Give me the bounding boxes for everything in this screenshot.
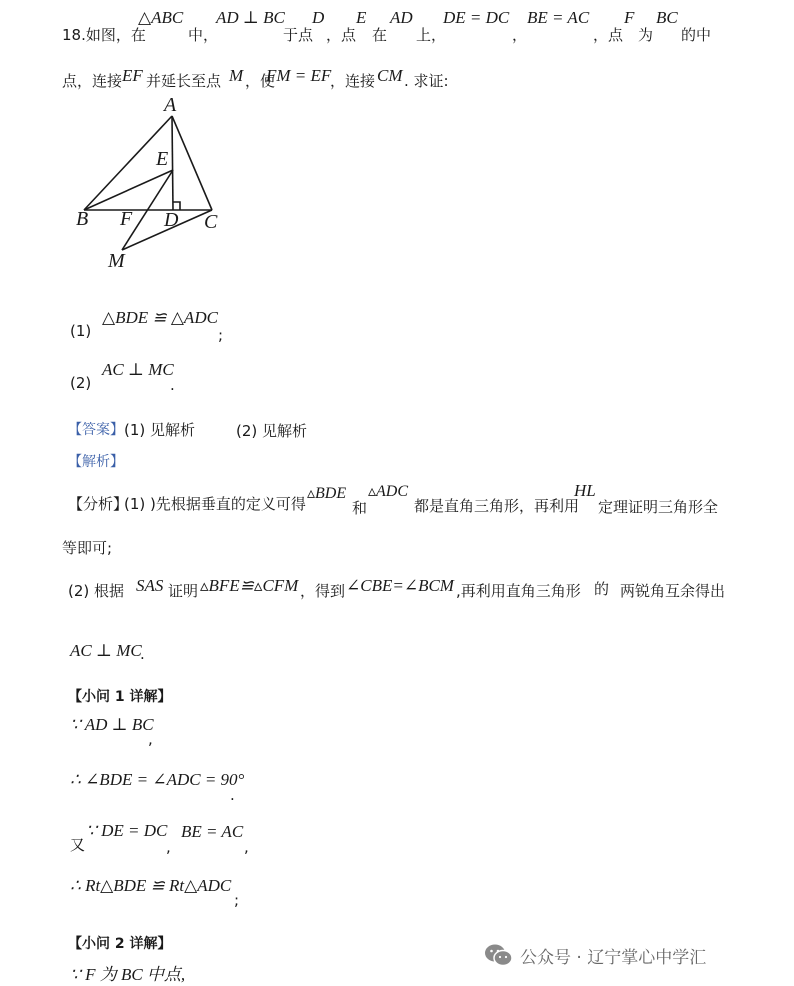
math-be-eq-ac: BE = AC: [527, 8, 590, 27]
part2-number: (2): [70, 374, 92, 392]
text-de-zhong: 的中: [681, 26, 712, 44]
question-number: 18.如图，在: [62, 26, 146, 44]
fenxi-p2-e: 两锐角互余得出: [620, 582, 726, 600]
fenxi-conclusion-end: .: [140, 645, 145, 663]
math-triangle-abc: △ABC: [138, 8, 184, 27]
label-c: C: [204, 211, 218, 233]
sub2-tag: 【小问 2 详解】: [68, 936, 172, 952]
part1-expression: △BDE ≌ △ADC: [102, 308, 218, 327]
sub1-step3-comma: ,: [166, 838, 171, 856]
math-d: D: [312, 8, 325, 27]
fenxi-p2-d: ,再利用直角三角形: [456, 582, 581, 600]
fenxi-conclusion: AC ⊥ MC: [70, 641, 142, 660]
text-shang: 上，: [416, 26, 447, 44]
label-e: E: [156, 148, 169, 170]
math-f: F: [624, 8, 635, 27]
watermark: [484, 942, 706, 968]
sub1-step4: ∴ Rt△BDE ≌ Rt△ADC: [70, 876, 232, 895]
wechat-icon: [484, 942, 514, 968]
text-dian: ，点: [326, 26, 357, 44]
math-bc: BC: [656, 8, 678, 27]
analysis-tag: 【解析】: [68, 454, 124, 470]
sub1-step2: ∴ ∠BDE = ∠ADC = 90°: [70, 770, 245, 789]
fenxi-text-2: 都是直角三角形，再利用: [414, 497, 580, 515]
label-m: M: [108, 250, 125, 272]
math-hl: HL: [574, 481, 596, 500]
label-f: F: [120, 208, 133, 230]
sub1-step3-end: ,: [244, 838, 249, 856]
text-zhong: 中，: [188, 26, 219, 44]
segment-ac: [172, 116, 212, 210]
watermark-text: 公众号 · 辽宁掌心中学汇: [520, 947, 707, 968]
answer-part1: (1) 见解析: [124, 421, 196, 439]
math-ef: EF: [122, 66, 143, 85]
sub1-step2-end: .: [230, 786, 235, 804]
sub1-you: 又: [70, 836, 86, 854]
fenxi-text-3: 定理证明三角形全: [598, 498, 719, 516]
fenxi-tag: 【分析】: [68, 495, 129, 513]
math-sas: SAS: [136, 576, 164, 595]
fenxi-de: 的: [594, 580, 610, 598]
sub1-tag: 【小问 1 详解】: [68, 689, 172, 705]
sub2-step1: ∵ F 为 BC 中点,: [70, 965, 186, 984]
sub1-step3b: BE = AC: [181, 822, 244, 841]
fenxi-text-1: (1) )先根据垂直的定义可得: [124, 495, 306, 513]
text-line2-d: ，连接: [330, 72, 376, 90]
answer-tag: 【答案】: [68, 422, 124, 438]
math-fm-eq-ef: FM = EF: [266, 66, 332, 85]
part1-end: ;: [218, 326, 224, 344]
sub1-step1: ∵ AD ⊥ BC: [70, 715, 154, 734]
text-comma: ，: [512, 26, 528, 44]
math-triangle-bde: ▵BDE: [307, 485, 347, 502]
fenxi-p2-b: 证明: [168, 582, 199, 600]
part1-number: (1): [70, 322, 92, 340]
label-d: D: [164, 209, 179, 231]
sub1-step4-end: ;: [234, 891, 240, 909]
text-line2-b: 并延长至点: [146, 72, 222, 90]
text-zai: 在: [372, 26, 388, 44]
text-line2-c: ，使: [245, 72, 276, 90]
label-b: B: [76, 208, 89, 230]
text-yu-dian: 于点: [283, 26, 314, 44]
text-line2-e: . 求证:: [404, 72, 449, 90]
part2-expression: AC ⊥ MC: [102, 360, 174, 379]
part2-end: .: [170, 376, 175, 394]
math-triangle-adc: ▵ADC: [368, 483, 409, 500]
math-de-eq-dc: DE = DC: [443, 8, 510, 27]
text-dian-2: ，点: [593, 26, 624, 44]
text-wei: 为: [638, 26, 654, 44]
answer-part2: (2) 见解析: [236, 422, 308, 440]
math-ad: AD: [390, 8, 413, 27]
segment-ad: [172, 116, 173, 210]
text-line2-a: 点，连接: [62, 72, 123, 90]
math-congruence: ▵BFE≌▵CFM: [200, 576, 299, 595]
math-ad-perp-bc: AD ⊥ BC: [216, 8, 285, 27]
math-e: E: [356, 8, 367, 27]
math-m: M: [229, 66, 244, 85]
fenxi-p2-c: ，得到: [300, 582, 346, 600]
label-a: A: [164, 94, 177, 116]
math-cm: CM: [377, 66, 403, 85]
fenxi-he: 和: [352, 499, 368, 517]
math-angle-eq: ∠CBE=∠BCM: [346, 576, 454, 595]
sub1-step1-end: ,: [148, 730, 153, 748]
fenxi-line2: 等即可;: [62, 539, 113, 557]
sub1-step3a: ∵ DE = DC: [86, 821, 168, 840]
fenxi-p2-a: (2) 根据: [68, 582, 125, 600]
